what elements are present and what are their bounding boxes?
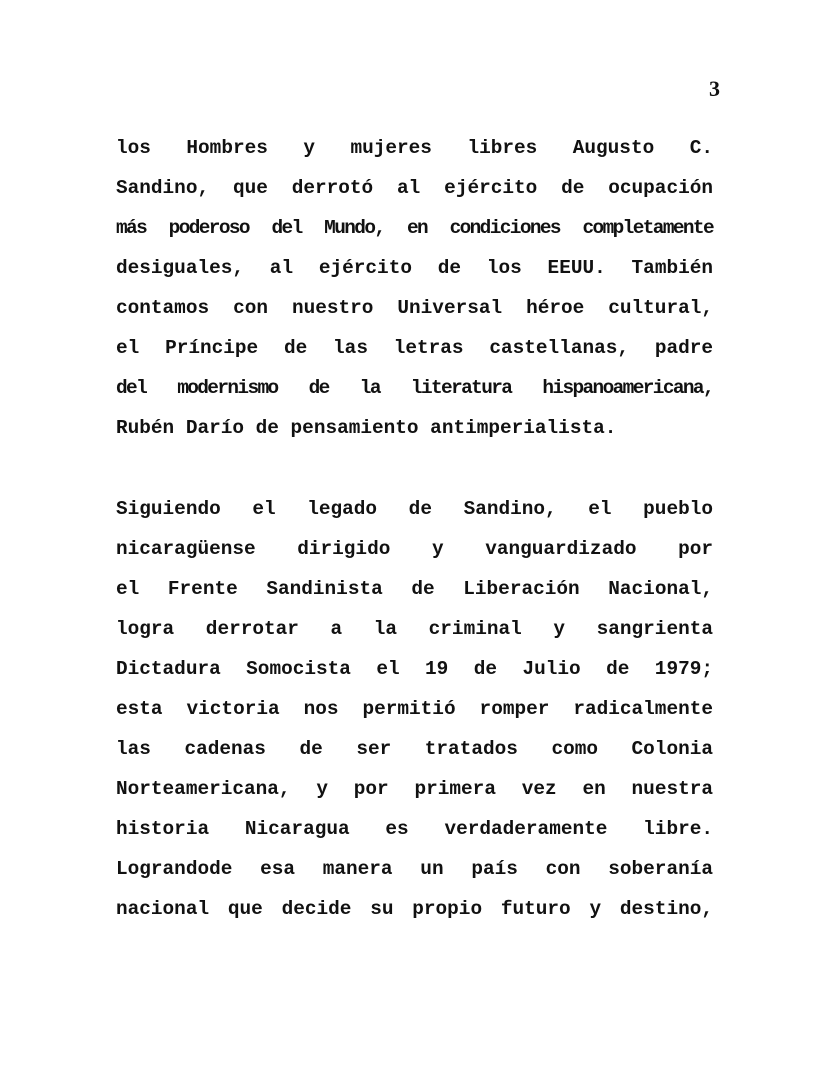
text-line: Siguiendo el legado de Sandino, el pueblo [116, 498, 713, 520]
text-line: los Hombres y mujeres libres Augusto C. [116, 137, 713, 159]
paragraph-1 [116, 128, 713, 448]
text-line: logra derrotar a la criminal y sangrienta [116, 618, 713, 640]
text-line: contamos con nuestro Universal héroe cultural, [116, 297, 713, 319]
text-line: Dictadura Somocista el 19 de Julio de 1979; [116, 658, 713, 680]
text-line: el Frente Sandinista de Liberación Nacional, [116, 578, 713, 600]
text-line: Sandino, que derrotó al ejército de ocupación [116, 177, 713, 199]
text-line: Rubén Darío de pensamiento antimperialista. [116, 417, 617, 439]
paragraph-2 [116, 489, 713, 929]
text-line: historia Nicaragua es verdaderamente libre. [116, 818, 713, 840]
text-line: nicaragüense dirigido y vanguardizado por [116, 538, 713, 560]
page-number: 3 [709, 76, 720, 101]
text-line: del modernismo de la literatura hispanoamericana, [116, 377, 713, 399]
text-line: Norteamericana, y por primera vez en nuestra [116, 778, 713, 800]
text-line: las cadenas de ser tratados como Colonia [116, 738, 713, 760]
text-line: Lograndode esa manera un país con soberanía [116, 858, 713, 880]
text-line: desiguales, al ejército de los EEUU. También [116, 257, 713, 279]
text-line: nacional que decide su propio futuro y destino, [116, 898, 713, 920]
text-line: el Príncipe de las letras castellanas, padre [116, 337, 713, 359]
text-line: esta victoria nos permitió romper radicalmente [116, 698, 713, 720]
text-line: más poderoso del Mundo, en condiciones completamente [116, 217, 713, 239]
